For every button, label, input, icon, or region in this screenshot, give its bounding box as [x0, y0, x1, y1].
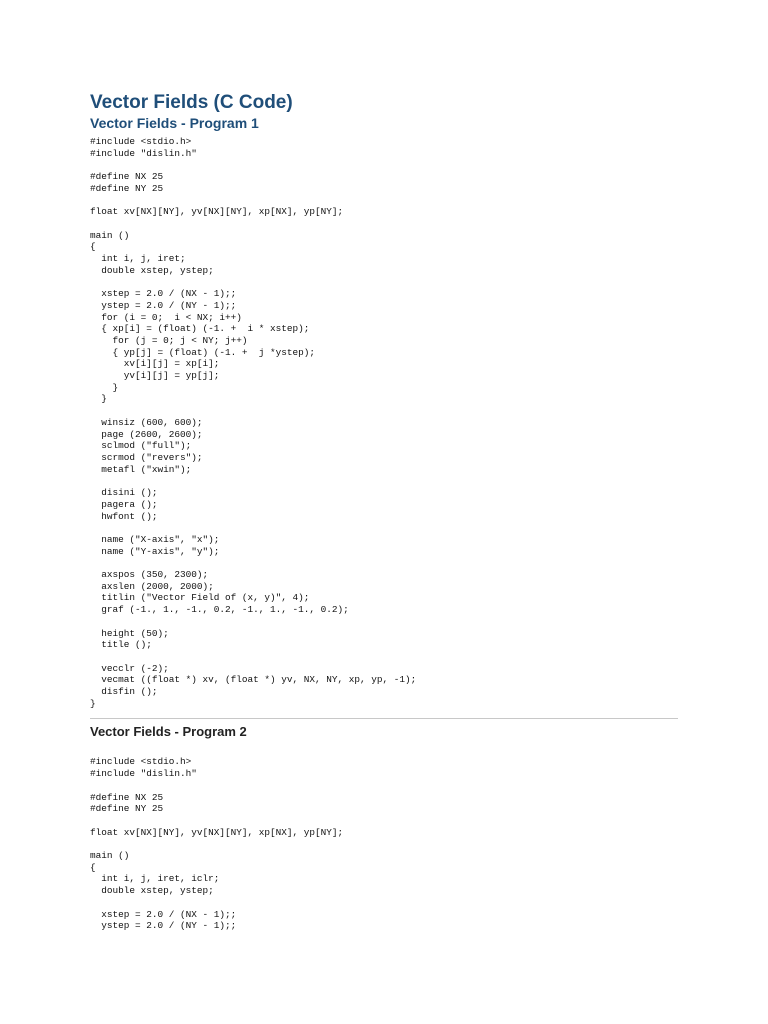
section-divider	[90, 718, 678, 719]
program-2-code: #include <stdio.h> #include "dislin.h" #define NX 25 #define NY 25 float xv[NX][NY], yv[NX][NY], xp[NX], yp[NY]; main () { int i, j, iret, iclr; double xstep, ystep; xstep = 2.0 / (NX - 1);; ystep = 2.0 / (NY - 1);;	[90, 756, 344, 932]
program-1-heading: Vector Fields - Program 1	[90, 115, 259, 131]
program-1-code: #include <stdio.h> #include "dislin.h" #define NX 25 #define NY 25 float xv[NX][NY], yv[NX][NY], xp[NX], yp[NY]; main () { int i, j, iret; double xstep, ystep; xstep = 2.0 / (NX - 1);; ystep = 2.0 / (NY - 1);; for (i = 0; i < NX; i++) { xp[i] = (float) (-1. + i * xstep); for (j = 0; j < NY; j++) { yp[j] = (float) (-1. + j *ystep); xv[i][j] = xp[i]; yv[i][j] = yp[j]; } } winsiz (600, 600); page (2600, 2600); sclmod ("full"); scrmod ("revers"); metafl ("xwin"); disini (); pagera (); hwfont (); name ("X-axis", "x"); name ("Y-axis", "y"); axspos (350, 2300); axslen (2000, 2000); titlin ("Vector Field of (x, y)", 4); graf (-1., 1., -1., 0.2, -1., 1., -1., 0.2); height (50); title (); vecclr (-2); vecmat ((float *) xv, (float *) yv, NX, NY, xp, yp, -1); disfin (); }	[90, 136, 417, 709]
page-title: Vector Fields (C Code)	[90, 92, 293, 113]
program-2-heading: Vector Fields - Program 2	[90, 724, 247, 740]
document-page	[90, 92, 680, 932]
